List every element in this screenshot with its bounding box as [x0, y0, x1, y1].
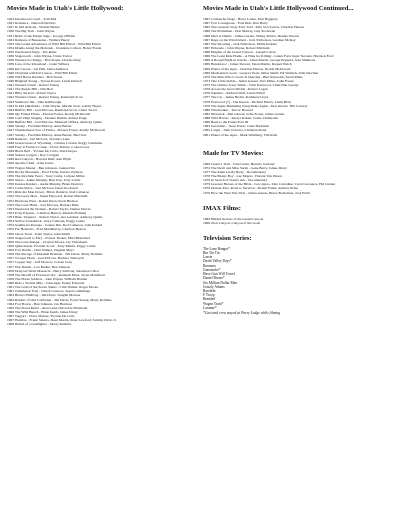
movie-entry: 1943 In Old Oklahoma - John Wayne, Martha Scott, Gabby Hayes	[7, 103, 102, 108]
movie-entry: 1941 The Purple Hill - Tim Holt	[7, 87, 53, 92]
movie-entry: 1939 Western Ice Range - Bob Steele, Charles King	[7, 58, 81, 63]
movie-entry: 1960 Ride a Violent Mile - John Agar, Penny Edwards	[7, 281, 85, 285]
movie-entry: 1941 Western Union - Robert Young	[7, 83, 59, 87]
movie-entry: 1966 Duel at Diablo - James Garner, Sidney Poitier, Dennis Weaver	[203, 33, 300, 38]
movie-entry: 1941 Billy the Kid - Robert Taylor	[7, 91, 57, 96]
left-column-title: Movies Made in Utah's Little Hollywood:	[7, 5, 124, 12]
movie-entry: 1955 Far Horizons - Fred MacMurray, Charlton Heston	[7, 227, 86, 232]
movie-entry: 1956 The Lone Ranger - Clayton Moore, Jay Silverheels	[7, 239, 88, 244]
movie-entry: 1967 Comanche Stage - Harry Lauter, Dan Haggerty	[203, 17, 278, 21]
movie-entry: 1979 The Apple Dumpling Gang Rides Again - Don Knotts, Tim Conway	[203, 103, 308, 108]
movie-entry: 1976 Across the Great Divide - Robert Logan	[203, 87, 268, 92]
movie-entry: 1963 Bronco Bullfrog - Jim Davis, Vaughn Monroe	[7, 293, 81, 298]
tv-series-entry: Wagon Train*	[203, 301, 224, 306]
movie-entry: 1958 Dragoon Wells Massacre - Barry Sullivan, Sebastian Cabot	[7, 268, 99, 273]
movie-entry: 1940 Brigham Young - Tyrone Power, Linda Darnell	[7, 78, 82, 83]
movie-entry: 1946 My Friend Flicka - Preston Foster, Roddy McDowall	[7, 111, 91, 116]
movie-entry: 1990 Back to the Future Part III	[203, 120, 249, 125]
tv-movie-entry: 1979 In Search of Noah's Ark - Documentary	[203, 178, 268, 183]
imax-entry: 1983 Hidden Secrets of the Grand Canyon	[203, 216, 264, 221]
movie-entry: 1930 The Big Trail - John Wayne	[7, 29, 55, 34]
movie-entry: 1988 Wild Horses - Sheryl Kahler, Jackie Chrisholm	[203, 116, 278, 120]
movie-entry: 1934 Drums Along the Mohawk - Claudette Colbert, Henry Fonda	[7, 45, 102, 50]
tv-series-entry: F Troop	[203, 293, 215, 298]
movie-entry: 1942 Western Union - Robert Young, Randolph Scott	[7, 95, 83, 100]
movie-entry: 1949 Apache Chief - Alan Curtis	[7, 161, 54, 166]
movie-entry: 1966 The Plainsman - Don Murray, Guy Stockwell	[203, 29, 276, 34]
movie-entry: 1944 Buffalo Bill - Joel McCrea, Randolph Scott, Claire Trevor	[7, 107, 98, 112]
movie-entry: 1957 Trooper Hook - Joel McCrea, Barbara Stanwyck	[7, 256, 84, 261]
movie-entry: 1967 Taggart - Victor Mature, Yvonne De Carlo	[7, 314, 75, 318]
movie-entry: 1993 Geronimo - Jason Patric, Gene Hackman	[203, 124, 270, 129]
movie-entry: 1970 The Man Who Loved Cat Dancing - Burt Reynolds, Sarah Miles	[203, 74, 303, 79]
movie-entry: 1961 Tomahawk Trail - Chuck Connors, Susan Cummings	[7, 289, 91, 294]
movie-entry: 1967 The Shooting - Jack Nicholson, Millie Perkins	[203, 41, 277, 46]
movie-entry: 1950 Kansas Raiders - Audie Murphy, Brian Donlevy	[7, 182, 84, 186]
movie-entry: 1940 Overland with Kit Carson - Wild Bill Elliott	[7, 70, 78, 75]
movie-entry: 2001 Planet of the Apes - Mark Wahlberg, Tim Roth	[203, 132, 278, 137]
tv-series-list	[203, 247, 395, 310]
movie-entry: 1977 The Car - James Brolin, Kathleen Lloyd	[203, 95, 268, 100]
movie-entry: 1965 The Greatest Story Ever Told - Max Von Sydow, Charlton Heston	[203, 25, 305, 30]
tv-series-entry: Lassie	[203, 255, 213, 260]
movie-entry: 1957 Copper Sky - Jeff Morrow, Coleen Gray	[7, 260, 73, 265]
movie-entry: 1933 The Grand Adventures of Wild Bill Elliott - Wild Bill Elliott	[7, 41, 101, 46]
movie-entry: 1927 In Old Arizona - Warner Baxter	[7, 25, 60, 30]
movie-entry: 1956 Ghost Town - Kent Taylor, John Smith	[7, 231, 70, 236]
movie-entry: 1968 Heights of the Grand Canyon - Joseph Cotten	[203, 50, 276, 54]
movie-entry: 1969 Bandolero! - James Stewart, Dean Martin, Raquel Welch	[203, 62, 292, 67]
tv-series-entry: Rin Tin Tin	[203, 251, 220, 256]
movie-entry: 1940 Kit Carson - Jon Hall, Dana Andrews	[7, 66, 69, 71]
movie-entry: 1969 MacKenna's Gold - Gregory Peck, Omar Sharif, Eli Wallach, Julie Newmar	[203, 70, 319, 75]
tv-movie-list	[203, 162, 395, 195]
movie-entry: 1964 Fort Bowie - Ben Johnson, Jan Harrison	[7, 301, 73, 306]
movie-entry: 1967 Fort Courageous - Fred Beir, Don Barry	[203, 21, 268, 26]
movie-entry: 1946 Smoky - Fred MacMurray, Anne Baxter	[7, 124, 72, 129]
movie-entry: 1965 The Proud Rebel - Alan Ladd, Olivia De Havilland	[7, 305, 88, 310]
movie-list	[7, 17, 199, 326]
movie-entry: 1956 Fort Dobbs - Clint Walker, Virginia Mayo	[7, 248, 75, 252]
movie-entry: 1966 The Wild Bunch - Brian Keith, James Drury	[7, 309, 78, 314]
movie-entry: 1954 Southwest Passage - Joanne Dru, Rod Cameron, John Ireland	[7, 223, 103, 228]
tv-movie-entry: 1979 Greatest Heroes of the Bible - Lew Ayres, John Carradine, Carol Lawrence, Hal Linden	[203, 182, 336, 187]
movie-entry: 1949 Station Canyon - Ray Corrigan	[7, 153, 60, 158]
movie-entry: 1953 Pony Express - Charlton Heston, Rhonda Fleming	[7, 210, 87, 215]
movie-entry: 1957 War Drums - Lex Barker, Ben Johnson	[7, 264, 71, 269]
movie-entry: 1956 The Ravage of Marshall Brennan - Jim Davis, Marty Robbins	[7, 252, 103, 257]
movie-entry: 1952 The Lusty Men - Susan Hayward, Robert Mitchum	[7, 194, 88, 199]
tv-series-entry: Laramie*	[203, 305, 217, 310]
movie-entry: 1961 The Gold of the Seven Saints - Clint Walker, Roger Moore	[7, 285, 99, 290]
imax-list	[203, 217, 395, 225]
imax-title: IMAX Films:	[203, 204, 241, 212]
movie-entry: 1949 Black Bart - Yvonne De Carlo, Dan Duryea	[7, 149, 77, 153]
movie-entry: 1946 Can't Help Singing - Deanna Durbin, Robert Paige	[7, 116, 87, 120]
tv-series-entry: Rawhide	[203, 288, 216, 293]
movie-entry: 1969 A Rough Night in Jericho - Dean Martin, George Peppard, Jean Simmons	[203, 58, 316, 63]
movie-entry: 1947 Thunderhead, Son of Flicka - Preston Foster, Roddy McDowall	[7, 128, 106, 133]
tv-series-entry: Gunsmoke*	[203, 267, 221, 272]
movie-entry: 1948 Ramrod - Joel McCrea, Veronica Lake	[7, 136, 70, 141]
movie-entry: 1978 Eastwood (?) - The Insects - Richard Harris, Linda Blair	[203, 99, 291, 104]
tv-series-entry: Branded	[203, 297, 216, 302]
tv-series-title: Television Series:	[203, 234, 252, 242]
movie-entry: 1936 Stagecoach - John Wayne, Claire Trevor	[7, 54, 73, 59]
movie-entry: 1995 Larger - John Travolta, Christian Slater	[203, 128, 267, 133]
tv-movie-entry: 1978 The Bionic Boy - Lee Majors, Vincent Van Patten	[203, 174, 282, 178]
movie-entry: 1946 Buffalo Bill - Joel McCrea, Maureen O'Hara, Anthony Quinn	[7, 120, 103, 125]
tv-series-entry: Bonanza	[203, 263, 216, 268]
movie-entry: 1935 Westbound Stage - Tex Ritter	[7, 50, 57, 54]
movie-entry: 1954 Yellow Tomahawk - Rory Calhoun, Peggy Castle	[7, 219, 85, 224]
movie-entry: 1968 Ballad of a Gunfighter - Marty Robbins	[7, 322, 72, 327]
right-column	[203, 5, 395, 316]
movie-entry: 1943 Sundown Jim - John Kimbrough	[7, 99, 62, 104]
tv-series-entry: The Lone Ranger*	[203, 246, 230, 251]
imax-entry: 1996 Zion Canyon: Canyon of the Gods	[203, 220, 260, 225]
movie-entry: 1953 Westward the Women - Robert Taylor, Denise Darcel	[7, 206, 91, 211]
movie-entry: 1931 Rider of the Purple Sage - George O'Brien	[7, 33, 76, 38]
tv-movie-entry: 1979 Donner Pass: Road to Survival - Robert Fuller, Andrew Prine	[203, 186, 298, 191]
movie-entry: 1949 Red Canyon - Howard Duff, Ann Blyth	[7, 157, 71, 162]
movie-entry: 1973 One Little Indian - James Garner, Vera Miles, Jodie Foster	[203, 78, 294, 83]
tv-movie-entry: 1977 The Alien Lively Body - Documentary	[203, 169, 266, 174]
movie-entry: 1985 Maverick - Mel Gibson, Jodie Foster, James Garner	[203, 111, 285, 116]
tv-movies-title: Made for TV Movies:	[203, 149, 264, 157]
movie-entry: 1964 Raiders of Old California - Jim Davis, Faron Young, Marty Robbins	[7, 297, 112, 302]
movie-entry: 1924 Deadwood Coach - Tom Mix	[7, 17, 57, 21]
tv-movie-entry: 1979 How the West Was Won - James Arness, Bruce Boxleitner, Jack Elam	[203, 190, 310, 195]
movie-entry: 1959 The Horse Soldiers - John Wayne, William Holden	[7, 276, 88, 281]
movie-entry: 1940 Wild Horse Rustlers - Bob Steele	[7, 74, 63, 79]
movie-entry: 1950 The Rawhide Years - Tony Curtis, Colleen Miller	[7, 173, 85, 178]
movie-entry: 1976 Sanshiro - Richard Wolf, Linda Elliott	[203, 91, 266, 96]
movie-entry: 1950 Sierra - Audie Murphy, Burl Ives, Tony Curtis	[7, 177, 81, 182]
movie-entry: 1951 Cattle Drive - Joel McCrea, Dean Stockwell	[7, 186, 78, 191]
movie-list-continued	[203, 17, 395, 137]
movie-entry: 1925 Romance - Deborah Del Rio	[7, 21, 56, 26]
right-column-title: Movies Made in Utah's Little Hollywood Continued...	[203, 5, 354, 12]
movie-entry: 1947 Smoky - Fred MacMurray, Anne Baxter, Burl Ives	[7, 132, 87, 137]
movie-entry: 1956 Stagecoach to Fury - Forrest Tucker, Mari Blanchard	[7, 235, 91, 240]
movie-entry: 1948 Green Grass of Wyoming - Charles Coburn, Peggy Cummins	[7, 140, 102, 145]
movie-entry: 1952 Horizons West - Robert Ryan, Rock Hudson	[7, 198, 78, 203]
movie-entry: 1956 Quincannon, Frontier Scout - Tony Martin, Peggy Castle	[7, 243, 96, 248]
movie-entry: 1932 Ramona of Beauseina - Wallace Beery	[7, 37, 70, 42]
movie-entry: 1950 Rocky Mountain - Errol Flynn, Patrice Wymore	[7, 169, 83, 174]
footnote: *Cast and crew stayed at Parry Lodge while filming	[203, 310, 281, 315]
movie-entry: 1967 Eldorado - John Wayne, Robert Mitchum	[203, 45, 270, 50]
left-column	[7, 5, 199, 326]
movie-entry: 1951 Ride the Man Down - Brian Donlevy, Rod Cameron	[7, 190, 90, 195]
tv-series-entry: Daniel Boone*	[203, 276, 225, 281]
movie-entry: 1953 The Lone Hand - Joel McCrea, Barbara Hale	[7, 202, 79, 207]
movie-entry: 1950 Wagon Master - Ben Johnson, Joanne Dru	[7, 165, 75, 170]
tv-movie-entry: 1974 The Devil and Miss Sarah - Gene Barry, James Drury	[203, 165, 287, 170]
movie-entry: 1967 Hombre - Frank Sinatra, Dean Martin, Peter Lawford, Sammy Davis Jr.	[7, 318, 117, 323]
tv-series-entry: Six Million Dollar Man	[203, 280, 238, 285]
tv-series-entry: Have Gun Will Travel	[203, 272, 235, 277]
movie-entry: 1939 Lure of the Wasteland - Grant Withers	[7, 62, 70, 67]
movie-entry: 1969 The Long Ride Home - A Time for Killing - Glenn Ford, Inger Stevens, Harrison Ford	[203, 54, 334, 59]
movie-entry: 1975 The Outlaw Josey Wales - Clint Eastwood, Chief Dan George	[203, 83, 299, 87]
movie-entry: 1953 Ride, Vaquero! - Robert Taylor, Ava Gardner, Anthony Quinn	[7, 215, 103, 219]
movie-entry: 1969 Planet of the Apes - Charlton Heston, Roddy McDowall	[203, 66, 291, 71]
tv-series-entry: Grizzly Adams	[203, 284, 225, 289]
tv-series-entry: Death Valley Days*	[203, 259, 232, 264]
movie-entry: 1948 Fury at Furnace Creek - Victor Mature, Coleen Gray	[7, 144, 90, 149]
movie-entry: 1980 Windwalker - Trevor Howard	[203, 107, 254, 112]
movie-entry: 1958 The Sheriff of Fractured Jaw - Kenneth More, Jayne Mansfield	[7, 272, 105, 277]
movie-entry: 1967 Rage on the Wind Island - Jack Nicholson, Gardner McKay	[203, 37, 296, 42]
tv-movie-entry: 1969 Custer's Trail - John Gavin, Beverly Garland	[203, 161, 275, 166]
